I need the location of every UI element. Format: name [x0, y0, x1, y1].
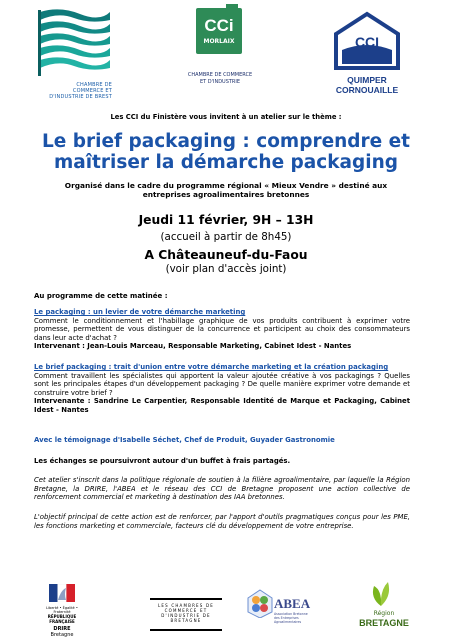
section1-heading: Le packaging : un levier de votre démarche marketing	[34, 308, 246, 316]
region-bretagne-logo	[354, 580, 414, 638]
event-place: A Châteauneuf-du-Faou	[144, 248, 308, 262]
cci-morlaix-badge-text: CCi	[204, 16, 234, 35]
square-accent-icon	[226, 4, 238, 16]
cci-bretagne-text: LES CHAMBRES DE COMMERCE ET D'INDUSTRIE DE BRETAGNE	[157, 603, 215, 623]
subtitle	[40, 181, 412, 199]
region-text: Région	[373, 610, 395, 617]
drire-region: Bretagne	[50, 632, 74, 638]
cci-morlaix-city: MORLAIX	[203, 38, 235, 45]
cci-quimper-logo	[328, 10, 406, 104]
subtitle-line2: entreprises agroalimentaires bretonnes	[142, 190, 310, 199]
cci-quimper-badge-text: CCI	[354, 34, 380, 50]
title-line2: maîtriser la démarche packaging	[53, 152, 399, 173]
paragraph-1: Cet atelier s'inscrit dans la politique régionale de soutien à la filière agroalimentaire, par laquelle la Région Bretagne, la DRIRE, l'ABEA et le réseau des CCI de Bretagne proposent une action collective de renforcement commercial et marketing à destination des IAA bretonnes.	[34, 476, 410, 502]
program-heading: Au programme de cette matinée :	[34, 292, 168, 300]
event-date-sub: (accueil à partir de 8h45)	[160, 231, 292, 243]
intro-text: Les CCI du Finistère vous invitent à un atelier sur le thème :	[110, 113, 342, 121]
cci-quimper-line1: QUIMPER	[347, 75, 387, 85]
drire-logo	[40, 584, 84, 636]
divider	[150, 598, 222, 600]
subtitle-line1: Organisé dans le cadre du programme régional « Mieux Vendre » destiné aux	[64, 181, 388, 190]
paragraph-2: L'objectif principal de cette action est de renforcer, par l'apport d'outils pragmatiques conçus pour les PME, les fonctions marketing et commerciale, facteurs clé du développement de votre entreprise.	[34, 513, 410, 530]
divider	[150, 629, 222, 631]
cci-quimper-line2: CORNOUAILLE	[335, 85, 399, 95]
bretagne-text: BRETAGNE	[359, 618, 409, 628]
section2	[34, 363, 410, 415]
section1-speaker: Intervenant : Jean-Louis Marceau, Responsable Marketing, Cabinet Idest - Nantes	[34, 342, 352, 351]
abea-text: ABEA	[274, 596, 311, 611]
abea-logo	[246, 582, 310, 636]
event-date: Jeudi 11 février, 9H – 13H	[138, 213, 314, 227]
title-line1: Le brief packaging : comprendre et	[41, 131, 411, 152]
abea-subtext: Association Bretonne des Entreprises Agroalimentaires	[274, 612, 308, 624]
buffet-note: Les échanges se poursuivront autour d'un buffet à frais partagés.	[34, 457, 291, 465]
cci-morlaix-sub2: ET D'INDUSTRIE	[199, 79, 241, 85]
cci-bretagne-logo	[150, 598, 222, 632]
rf-motto: Liberté • Égalité • Fraternité	[46, 606, 78, 614]
marianne-flag-icon	[49, 584, 75, 602]
section1	[34, 308, 410, 351]
drire-text: DRIRE	[53, 626, 71, 632]
cci-brest-text: CHAMBRE DE COMMERCE ET D'INDUSTRIE DE BREST	[49, 82, 112, 100]
cci-morlaix-logo	[180, 8, 260, 100]
cci-morlaix-sub1: CHAMBRE DE COMMERCE	[187, 72, 253, 78]
rf-name: RÉPUBLIQUE FRANÇAISE	[47, 614, 77, 624]
page-title	[20, 131, 432, 173]
wave-flag-icon	[30, 6, 114, 78]
section2-speaker: Intervenante : Sandrine Le Carpentier, Responsable Identité de Marque et Packaging, Cabinet Idest - Nantes	[34, 397, 410, 414]
section1-body: Comment le conditionnement et l'habillage graphique de vos produits contribuent à exprimer votre promesse, permettent de vous distinguer de la concurrence et participent au choix des consommateurs dans leur acte d'achat ?	[34, 316, 410, 342]
abea-emblem-icon	[246, 588, 274, 618]
section2-heading: Le brief packaging : trait d'union entre votre démarche marketing et la création packaging	[34, 363, 389, 371]
testimony: Avec le témoignage d'Isabelle Séchet, Chef de Produit, Guyader Gastronomie	[34, 436, 335, 444]
event-place-sub: (voir plan d'accès joint)	[165, 263, 287, 275]
section2-body: Comment travaillent les spécialistes qui apportent la valeur ajoutée créative à vos packagings ? Quelles sont les principales étapes d'un développement packaging ? De quelle manière exprimer votre demande et construire votre brief ?	[34, 371, 410, 397]
cci-brest-logo	[30, 6, 114, 104]
leaf-icon	[366, 580, 396, 608]
